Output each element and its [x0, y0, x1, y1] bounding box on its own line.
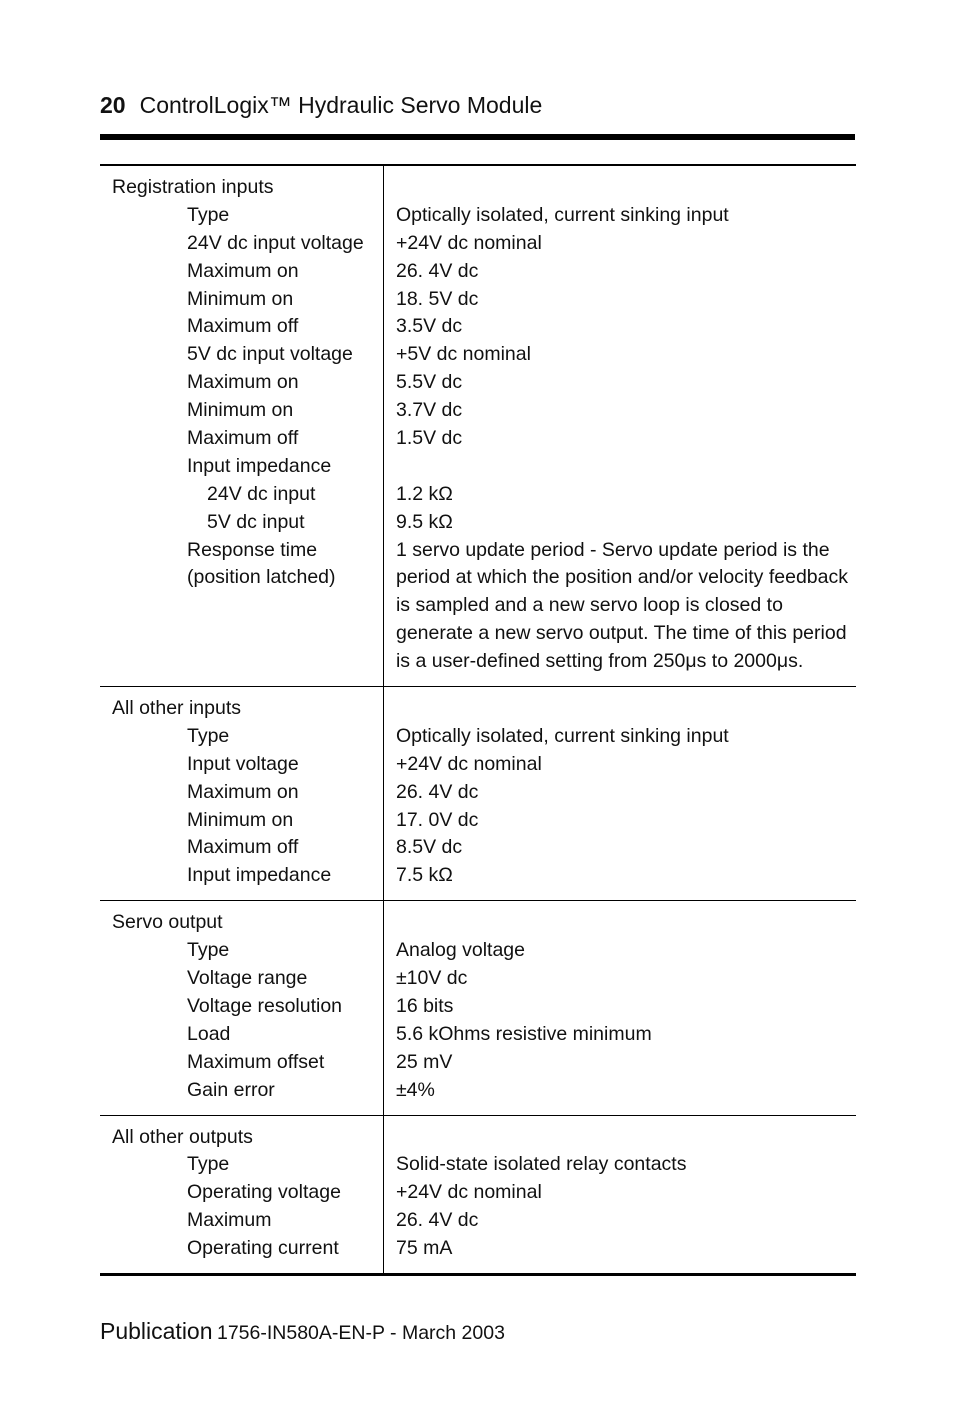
- spec-value: 26. 4V dc: [395, 780, 479, 803]
- spec-label: 24V dc input voltage: [187, 231, 364, 254]
- spec-value: 18. 5V dc: [395, 287, 479, 310]
- spec-label: Operating voltage: [187, 1181, 341, 1204]
- spec-value-line: period at which the position and/or velocity feedback: [395, 566, 848, 589]
- spec-value: 26. 4V dc: [395, 1209, 479, 1232]
- section-heading-spacer: [396, 174, 848, 202]
- spec-value-line: 1 servo update period - Servo update period is the: [395, 538, 830, 561]
- section-heading: Registration inputs: [112, 176, 274, 198]
- header-rule: [100, 134, 855, 140]
- spec-value: ±10V dc: [395, 967, 468, 990]
- spec-label: Response time (position latched): [187, 538, 336, 589]
- spec-value: 26. 4V dc: [395, 259, 479, 282]
- specifications-table: [100, 164, 856, 1276]
- spec-value: Analog voltage: [395, 939, 525, 962]
- section-heading-spacer: [396, 909, 848, 937]
- spec-label: Maximum off: [187, 315, 299, 338]
- spec-label: Operating current: [187, 1237, 339, 1260]
- spec-label: Minimum on: [187, 399, 294, 422]
- spec-label: Type: [187, 1153, 230, 1176]
- spec-value: 17. 0V dc: [395, 808, 479, 831]
- spec-value: +5V dc nominal: [395, 343, 531, 366]
- spec-label-cell: [100, 901, 383, 1115]
- spec-label-cell: [100, 1115, 383, 1274]
- spec-value: 8.5V dc: [395, 836, 463, 859]
- spec-value: Optically isolated, current sinking input: [395, 203, 729, 226]
- spec-label: Type: [187, 203, 230, 226]
- spec-label: Maximum on: [187, 371, 299, 394]
- spec-label: 5V dc input voltage: [187, 343, 353, 366]
- spec-label: Minimum on: [187, 808, 294, 831]
- section-heading: All other inputs: [112, 697, 241, 720]
- spec-label: Minimum on: [187, 287, 294, 310]
- spec-value: +24V dc nominal: [395, 231, 542, 254]
- section-heading: All other outputs: [112, 1125, 253, 1148]
- spec-label: Maximum offset: [187, 1050, 325, 1073]
- spec-label: Load: [187, 1022, 231, 1045]
- spec-value-cell: [383, 687, 856, 901]
- spec-value: ±4%: [395, 1078, 435, 1101]
- spec-value: 9.5 kΩ: [395, 510, 453, 533]
- spec-section: [100, 687, 856, 901]
- spec-value: 1.2 kΩ: [395, 482, 453, 505]
- spec-value-line: is a user-defined setting from 250μs to 2000μs.: [395, 650, 804, 673]
- spec-label: Input voltage: [187, 752, 299, 775]
- spec-value: 25 mV: [395, 1050, 453, 1073]
- spec-label: Maximum on: [187, 780, 299, 803]
- spec-value: 1.5V dc: [395, 427, 463, 450]
- spec-label: Gain error: [187, 1078, 275, 1101]
- spec-value: +24V dc nominal: [395, 1181, 542, 1204]
- publication-number: 1756-IN580A-EN-P - March 2003: [216, 1322, 505, 1344]
- spec-value: [396, 453, 848, 481]
- spec-value-line: is sampled and a new servo loop is closed to: [395, 594, 783, 617]
- spec-value-cell: [383, 901, 856, 1115]
- spec-label: Maximum off: [187, 836, 299, 859]
- spec-label: Voltage range: [187, 967, 308, 990]
- spec-value: Optically isolated, current sinking input: [395, 724, 729, 747]
- spec-label: Maximum off: [187, 427, 299, 450]
- publication-label: Publication: [100, 1318, 213, 1344]
- spec-label: Type: [187, 939, 230, 962]
- spec-label: Input impedance: [187, 454, 332, 477]
- spec-value: 7.5 kΩ: [395, 864, 453, 887]
- section-heading-spacer: [396, 1124, 848, 1152]
- publication-footer: [100, 1318, 505, 1345]
- spec-value: Solid-state isolated relay contacts: [395, 1153, 687, 1176]
- page-header: [100, 92, 854, 119]
- spec-label: Maximum: [187, 1209, 272, 1232]
- spec-value-cell: [383, 1115, 856, 1274]
- spec-label-cell: [100, 165, 383, 687]
- spec-label: Maximum on: [187, 259, 299, 282]
- section-heading-spacer: [396, 695, 848, 723]
- spec-section: [100, 165, 856, 687]
- spec-section: [100, 901, 856, 1115]
- spec-label: Voltage resolution: [187, 994, 343, 1017]
- spec-value: 5.6 kOhms resistive minimum: [395, 1022, 652, 1045]
- spec-label: Input impedance: [187, 864, 332, 887]
- spec-label-cell: [100, 687, 383, 901]
- page-title: ControlLogix™ Hydraulic Servo Module: [139, 92, 543, 118]
- spec-value-line: generate a new servo output. The time of this period: [395, 622, 847, 645]
- spec-value: 3.5V dc: [395, 315, 463, 338]
- section-heading: Servo output: [112, 911, 223, 934]
- spec-label: 5V dc input: [207, 510, 305, 533]
- spec-section: [100, 1115, 856, 1274]
- spec-label: Type: [187, 724, 230, 747]
- spec-value-cell: [383, 165, 856, 687]
- spec-value: 16 bits: [395, 994, 454, 1017]
- spec-label: 24V dc input: [207, 482, 316, 505]
- spec-value: 5.5V dc: [395, 371, 463, 394]
- spec-value: 75 mA: [395, 1237, 453, 1260]
- spec-value: +24V dc nominal: [395, 752, 542, 775]
- page-number: 20: [100, 92, 126, 118]
- spec-value: 3.7V dc: [395, 399, 463, 422]
